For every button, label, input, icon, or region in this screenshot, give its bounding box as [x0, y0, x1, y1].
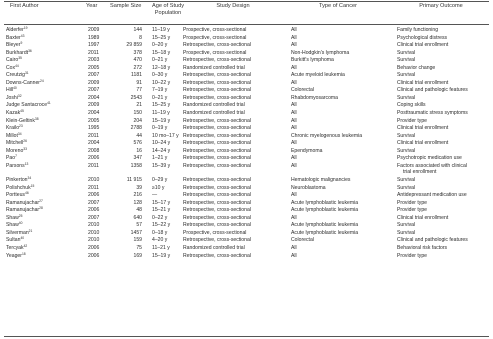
- cell-primary-outcome: Clinical trial enrollment: [397, 140, 449, 147]
- cell-study-design: Retrospective, cross-sectional: [183, 117, 251, 124]
- cell-type-of-cancer: Acute lymphoblastic leukemia: [291, 207, 359, 214]
- cell-year: 2011: [88, 49, 99, 56]
- cell-primary-outcome: Posttraumatic stress symptoms: [397, 110, 468, 117]
- author-name: Silverman: [6, 229, 29, 236]
- cell-type-of-cancer: All: [291, 110, 297, 117]
- cell-year: 2007: [88, 199, 100, 206]
- cell-study-design: Randomized controlled trial: [183, 244, 245, 251]
- cell-sample-size: 21: [136, 102, 142, 109]
- author-name: Downs-Canner: [6, 79, 40, 86]
- cell-age: 15–21 y: [152, 207, 171, 214]
- cell-type-of-cancer: All: [291, 155, 297, 162]
- cell-age: 15–19 y: [152, 117, 171, 124]
- cell-type-of-cancer: All: [291, 64, 297, 71]
- cell-age: 15–19 y: [152, 252, 171, 259]
- cell-primary-outcome: Survival: [397, 57, 416, 64]
- cell-primary-outcome: Survival: [397, 222, 416, 229]
- reference-number: 24: [39, 78, 44, 83]
- cell-primary-outcome: Survival: [397, 72, 416, 79]
- cell-year: 2006: [88, 207, 100, 214]
- cell-type-of-cancer: All: [291, 27, 297, 33]
- header-year-label: Year: [86, 3, 98, 9]
- cell-sample-size: 1358: [130, 162, 142, 169]
- cell-type-of-cancer: All: [291, 125, 297, 132]
- cell-primary-outcome: Survival: [397, 177, 416, 184]
- cell-study-design: Retrospective, cross-sectional: [183, 162, 251, 169]
- cell-age: 11–19 y: [152, 27, 170, 33]
- table-row: [6, 42, 489, 50]
- cell-primary-outcome: Antidepressant medication use: [397, 192, 467, 199]
- author-name: Sultan: [6, 237, 21, 244]
- author-name: Moreno: [6, 147, 24, 154]
- cell-sample-size: 470: [133, 57, 142, 64]
- reference-number: 40: [18, 221, 23, 226]
- cell-primary-outcome: Factors associated with clinical: [397, 162, 467, 169]
- cell-year: 2009: [88, 102, 100, 109]
- header-study-design-label: Study Design: [216, 3, 250, 9]
- cell-study-design: Retrospective, cross-sectional: [183, 207, 251, 214]
- header-first-author: [10, 3, 80, 23]
- cell-age: 11–21 y: [152, 244, 170, 251]
- reference-number: 28: [39, 206, 43, 211]
- cell-first-author: [6, 207, 43, 215]
- cell-year: 2010: [88, 229, 100, 236]
- cell-type-of-cancer: All: [291, 42, 297, 49]
- cell-study-design: Retrospective, cross-sectional: [183, 132, 251, 139]
- cell-age: 11–19 y: [152, 110, 170, 117]
- reference-number: 42: [23, 243, 28, 248]
- cell-age: ≥10 y: [152, 184, 165, 191]
- reference-number: 43: [20, 33, 25, 38]
- cell-year: 2011: [88, 184, 99, 191]
- cell-sample-size: 128: [133, 199, 142, 206]
- cell-age: —: [152, 192, 158, 199]
- cell-type-of-cancer: Colorectal: [291, 87, 314, 94]
- reference-number: 38: [34, 116, 39, 121]
- cell-age: 12–18 y: [152, 64, 171, 71]
- table-body: [6, 27, 489, 260]
- cell-year: 2007: [88, 87, 100, 94]
- cell-year: 2006: [88, 252, 100, 259]
- header-age-line2: Population: [154, 10, 182, 16]
- cell-primary-outcome: Psychological distress: [397, 34, 448, 41]
- cell-year: 1989: [88, 34, 100, 41]
- cell-type-of-cancer: Ependymoma: [291, 147, 323, 154]
- cell-age: 15–39 y: [152, 162, 171, 169]
- cell-year: 2004: [88, 94, 100, 101]
- table-row: [6, 177, 489, 185]
- reference-number: 35: [18, 56, 22, 61]
- cell-sample-size: 640: [133, 214, 142, 221]
- reference-number: 45: [20, 109, 24, 114]
- cell-sample-size: 216: [133, 192, 142, 199]
- author-name: Burkhardt: [6, 49, 29, 56]
- cell-first-author: [6, 110, 24, 118]
- cell-age: 15–17 y: [152, 199, 171, 206]
- cell-age: 4–20 y: [152, 237, 168, 244]
- cell-sample-size: 11 915: [126, 177, 142, 184]
- author-name: Creutzig: [6, 72, 25, 79]
- header-age: [146, 3, 190, 23]
- cell-sample-size: 150: [133, 110, 142, 117]
- table-row: [6, 125, 489, 133]
- cell-study-design: Retrospective, cross-sectional: [183, 125, 251, 132]
- cell-type-of-cancer: Rhabdomyosarcoma: [291, 94, 338, 101]
- author-name: Judge Santacroce: [6, 102, 48, 109]
- table-row: [6, 72, 489, 80]
- author-name: Baxter: [6, 34, 21, 41]
- cell-sample-size: 1457: [130, 229, 142, 236]
- author-name: Alderfer: [6, 27, 24, 33]
- cell-study-design: Prospective, cross-sectional: [183, 27, 247, 33]
- cell-primary-outcome: Survival: [397, 132, 416, 139]
- cell-type-of-cancer: Colorectal: [291, 237, 314, 244]
- reference-number: 27: [39, 198, 43, 203]
- cell-primary-outcome: Survival: [397, 229, 416, 236]
- table-top-rule: [4, 1, 489, 2]
- cell-age: 0–21 y: [152, 57, 168, 64]
- cell-sample-size: 2543: [130, 94, 142, 101]
- cell-year: 2004: [88, 140, 100, 147]
- cell-age: 15–25 y: [152, 34, 171, 41]
- reference-number: 25: [18, 213, 23, 218]
- cell-age: 0–21 y: [152, 94, 168, 101]
- cell-type-of-cancer: All: [291, 162, 297, 169]
- cell-study-design: Retrospective, cross-sectional: [183, 184, 251, 191]
- cell-sample-size: 8: [139, 34, 142, 41]
- cell-first-author: [6, 42, 22, 50]
- cell-primary-outcome: Survival: [397, 49, 416, 56]
- cell-primary-outcome: Clinical and pathologic features: [397, 87, 468, 94]
- reference-number: 41: [47, 101, 51, 106]
- cell-sample-size: 144: [133, 27, 142, 33]
- reference-number: 44: [15, 63, 19, 68]
- table-row: [6, 207, 489, 215]
- cell-year: 2005: [88, 117, 100, 124]
- cell-first-author: [6, 155, 17, 163]
- reference-number: 32: [17, 93, 22, 98]
- cell-sample-size: 57: [136, 222, 142, 229]
- cell-age: 15–18 y: [152, 49, 171, 56]
- reference-number: 7: [15, 154, 17, 159]
- reference-number: 31: [24, 71, 29, 76]
- cell-year: 2003: [88, 57, 100, 64]
- author-name: Polishchuk: [6, 184, 31, 191]
- cell-year: 2006: [88, 155, 100, 162]
- cell-age: 0–18 y: [152, 229, 168, 236]
- reference-number: 15: [30, 183, 35, 188]
- header-primary-outcome: [392, 3, 490, 23]
- table-row: [6, 253, 489, 261]
- table-row: [6, 87, 489, 95]
- cell-type-of-cancer: All: [291, 34, 297, 41]
- header-type-of-cancer-label: Type of Cancer: [319, 3, 357, 9]
- cell-primary-outcome: Provider type: [397, 117, 428, 124]
- cell-sample-size: 16: [136, 147, 142, 154]
- cell-primary-outcome: Provider type: [397, 199, 428, 206]
- cell-type-of-cancer: Chronic myelogenous leukemia: [291, 132, 363, 139]
- cell-year: 2005: [88, 64, 100, 71]
- cell-sample-size: 378: [133, 49, 142, 56]
- cell-primary-outcome: Clinical trial enrollment: [397, 125, 449, 132]
- cell-type-of-cancer: Neuroblastoma: [291, 184, 326, 191]
- cell-first-author: [6, 253, 26, 261]
- cell-sample-size: 576: [133, 140, 142, 147]
- cell-primary-outcome: Psychotropic medication use: [397, 155, 462, 162]
- cell-study-design: Prospective, cross-sectional: [183, 34, 247, 41]
- cell-type-of-cancer: Acute lymphoblastic leukemia: [291, 222, 359, 229]
- cell-year: 2010: [88, 177, 100, 184]
- cell-study-design: Retrospective, cross-sectional: [183, 57, 251, 64]
- header-study-design: [190, 3, 276, 23]
- author-name: Yeager: [6, 252, 22, 259]
- author-name: Hill: [6, 87, 14, 94]
- cell-primary-outcome: Family functioning: [397, 27, 439, 33]
- author-name: Cairo: [6, 57, 19, 64]
- author-name: Mitchell: [6, 140, 24, 147]
- table-bottom-rule: [4, 336, 489, 337]
- reference-number: 34: [27, 176, 32, 181]
- cell-primary-outcome: Survival: [397, 94, 416, 101]
- cell-first-author: [6, 57, 22, 65]
- cell-age: 0–20 y: [152, 42, 168, 49]
- cell-year: 2009: [88, 79, 100, 86]
- author-name: Parsons: [6, 162, 25, 169]
- cell-study-design: Retrospective, cross-sectional: [183, 42, 251, 49]
- cell-first-author: [6, 87, 17, 95]
- cell-primary-outcome: Survival: [397, 184, 416, 191]
- cell-age: 15–25 y: [152, 102, 171, 109]
- cell-year: 2011: [88, 132, 99, 139]
- author-name: Bleyer: [6, 42, 21, 49]
- cell-age: 14–24 y: [152, 147, 171, 154]
- reference-number: 18: [21, 251, 26, 256]
- cell-primary-outcome: Provider type: [397, 252, 428, 259]
- cell-sample-size: 272: [133, 64, 142, 71]
- cell-first-author: [6, 177, 31, 185]
- cell-age: 10–24 y: [152, 140, 171, 147]
- cell-first-author: [6, 237, 24, 245]
- reference-number: 46: [24, 191, 29, 196]
- header-year: [86, 3, 106, 23]
- table-row: [6, 222, 489, 230]
- author-name: Tercyak: [6, 244, 24, 251]
- cell-study-design: Prospective, cross-sectional: [183, 49, 247, 56]
- cell-study-design: Randomized controlled trial: [183, 102, 245, 109]
- reference-number: 33: [23, 146, 27, 151]
- author-name: Pao: [6, 155, 16, 162]
- cell-type-of-cancer: Acute lymphoblastic leukemia: [291, 199, 359, 206]
- cell-first-author: [6, 72, 29, 80]
- cell-year: 2007: [88, 214, 100, 221]
- cell-study-design: Retrospective, cross-sectional: [183, 147, 251, 154]
- cell-sample-size: 91: [136, 79, 142, 86]
- cell-type-of-cancer: All: [291, 140, 297, 147]
- cell-year: 1995: [88, 125, 100, 132]
- reference-number: 23: [19, 124, 23, 129]
- cell-age: 0–19 y: [152, 125, 168, 132]
- cell-type-of-cancer: Non-Hodgkin's lymphoma: [291, 49, 350, 56]
- cell-age: 0–29 y: [152, 177, 168, 184]
- table-header-rule: [4, 24, 489, 25]
- cell-age: 10–22 y: [152, 79, 171, 86]
- cell-study-design: Retrospective, cross-sectional: [183, 199, 251, 206]
- cell-year: 2010: [88, 237, 100, 244]
- author-name: Krailo: [6, 125, 20, 132]
- cell-study-design: Prospective, cross-sectional: [183, 229, 247, 236]
- cell-sample-size: 39: [136, 184, 142, 191]
- reference-number: 40: [13, 86, 17, 91]
- cell-study-design: Retrospective, cross-sectional: [183, 177, 251, 184]
- cell-study-design: Retrospective, cross-sectional: [183, 237, 251, 244]
- cell-year: 2009: [88, 27, 100, 33]
- cell-sample-size: 29 859: [126, 42, 142, 49]
- cell-first-author: [6, 192, 29, 200]
- cell-study-design: Retrospective, cross-sectional: [183, 87, 251, 94]
- cell-type-of-cancer: All: [291, 214, 297, 221]
- cell-age: 1–21 y: [152, 155, 168, 162]
- cell-sample-size: 48: [136, 207, 142, 214]
- table-row: [6, 102, 489, 110]
- header-primary-outcome-label: Primary Outcome: [419, 3, 463, 9]
- cell-type-of-cancer: Burkitt's lymphoma: [291, 57, 334, 64]
- cell-primary-outcome: Behavior change: [397, 64, 436, 71]
- cell-year: 2007: [88, 72, 100, 79]
- author-name: Portteus: [6, 192, 25, 199]
- cell-primary-outcome: Behavioral risk factors: [397, 244, 448, 251]
- cell-first-author: [6, 222, 22, 230]
- cell-study-design: Retrospective, cross-sectional: [183, 192, 251, 199]
- cell-sample-size: 347: [133, 155, 142, 162]
- cell-study-design: Retrospective, cross-sectional: [183, 79, 251, 86]
- table-row: [6, 155, 489, 163]
- header-sample-size-label: Sample Size: [110, 3, 142, 9]
- cell-sample-size: 159: [133, 237, 142, 244]
- cell-first-author: [6, 102, 51, 110]
- cell-study-design: Randomized controlled trial: [183, 110, 245, 117]
- cell-age: 15–22 y: [152, 222, 171, 229]
- header-first-author-label: First Author: [10, 3, 39, 9]
- author-name: Ramanujachar: [6, 207, 40, 214]
- cell-type-of-cancer: Acute myeloid leukemia: [291, 72, 345, 79]
- cell-age: 0–30 y: [152, 72, 168, 79]
- reference-number: 26: [23, 139, 27, 144]
- cell-type-of-cancer: All: [291, 252, 297, 259]
- cell-primary-outcome: Clinical trial enrollment: [397, 214, 449, 221]
- cell-type-of-cancer: All: [291, 102, 297, 109]
- cell-primary-outcome: Clinical trial enrollment: [397, 42, 449, 49]
- cell-study-design: Retrospective, cross-sectional: [183, 72, 251, 79]
- author-name: Shaw: [6, 222, 19, 229]
- cell-first-author: [6, 163, 28, 171]
- cell-study-design: Retrospective, cross-sectional: [183, 94, 251, 101]
- header-type-of-cancer: [290, 3, 386, 23]
- cell-sample-size: 44: [136, 132, 142, 139]
- cell-sample-size: 204: [133, 117, 142, 124]
- cell-primary-outcome-continued: trial enrollment: [403, 169, 437, 176]
- cell-age: 0–22 y: [152, 214, 168, 221]
- author-name: Joshi: [6, 94, 18, 101]
- cell-primary-outcome: Coping skills: [397, 102, 426, 109]
- header-sample-size: [110, 3, 146, 23]
- cell-study-design: Retrospective, cross-sectional: [183, 222, 251, 229]
- cell-year: 2010: [88, 222, 100, 229]
- table-row: [6, 237, 489, 245]
- table-row: [6, 192, 489, 200]
- cell-year: 2006: [88, 244, 100, 251]
- cell-primary-outcome: Clinical and pathologic features: [397, 237, 468, 244]
- author-name: Kazak: [6, 110, 21, 117]
- reference-number: 13: [24, 161, 29, 166]
- author-name: Cox: [6, 64, 16, 71]
- cell-year: 2011: [88, 162, 99, 169]
- cell-sample-size: 77: [136, 87, 142, 94]
- author-name: Ramanujachar: [6, 199, 40, 206]
- reference-number: 9: [20, 41, 23, 46]
- cell-type-of-cancer: Hematologic malignancies: [291, 177, 351, 184]
- cell-year: 2004: [88, 110, 100, 117]
- cell-study-design: Retrospective, cross-sectional: [183, 214, 251, 221]
- cell-year: 2006: [88, 192, 100, 199]
- cell-type-of-cancer: Acute lymphoblastic leukemia: [291, 229, 359, 236]
- cell-type-of-cancer: All: [291, 244, 297, 251]
- cell-study-design: Retrospective, cross-sectional: [183, 140, 251, 147]
- table-row: [6, 110, 489, 118]
- table-row: [6, 163, 489, 177]
- author-name: Pinkerton: [6, 177, 28, 184]
- cell-primary-outcome: Survival: [397, 147, 416, 154]
- cell-type-of-cancer: All: [291, 117, 297, 124]
- reference-number: 36: [28, 48, 32, 53]
- reference-number: 19: [23, 26, 28, 30]
- cell-age: 10 mo–17 y: [152, 132, 179, 139]
- table-row: [6, 245, 489, 253]
- reference-number: 40: [20, 236, 25, 241]
- author-name: Millot: [6, 132, 18, 139]
- cell-sample-size: 1181: [131, 72, 142, 79]
- cell-type-of-cancer: All: [291, 192, 297, 199]
- reference-number: 21: [28, 228, 33, 233]
- cell-sample-size: 2788: [130, 125, 142, 132]
- table-row: [6, 140, 489, 148]
- cell-sample-size: 75: [136, 244, 142, 251]
- cell-study-design: Randomized controlled trial: [183, 64, 245, 71]
- author-name: Klein-Geltink: [6, 117, 35, 124]
- cell-year: 1997: [88, 42, 100, 49]
- cell-study-design: Retrospective, cross-sectional: [183, 252, 251, 259]
- table-row: [6, 27, 489, 35]
- cell-primary-outcome: Clinical trial enrollment: [397, 79, 449, 86]
- reference-number: 34: [17, 131, 22, 136]
- cell-primary-outcome: Provider type: [397, 207, 428, 214]
- table-row: [6, 57, 489, 65]
- cell-study-design: Retrospective, cross-sectional: [183, 155, 251, 162]
- cell-year: 2008: [88, 147, 100, 154]
- author-name: Shaw: [6, 214, 19, 221]
- header-age-line1: Age of Study: [151, 3, 185, 9]
- cell-sample-size: 169: [133, 252, 142, 259]
- cell-age: 7–19 y: [152, 87, 168, 94]
- cell-type-of-cancer: All: [291, 79, 297, 86]
